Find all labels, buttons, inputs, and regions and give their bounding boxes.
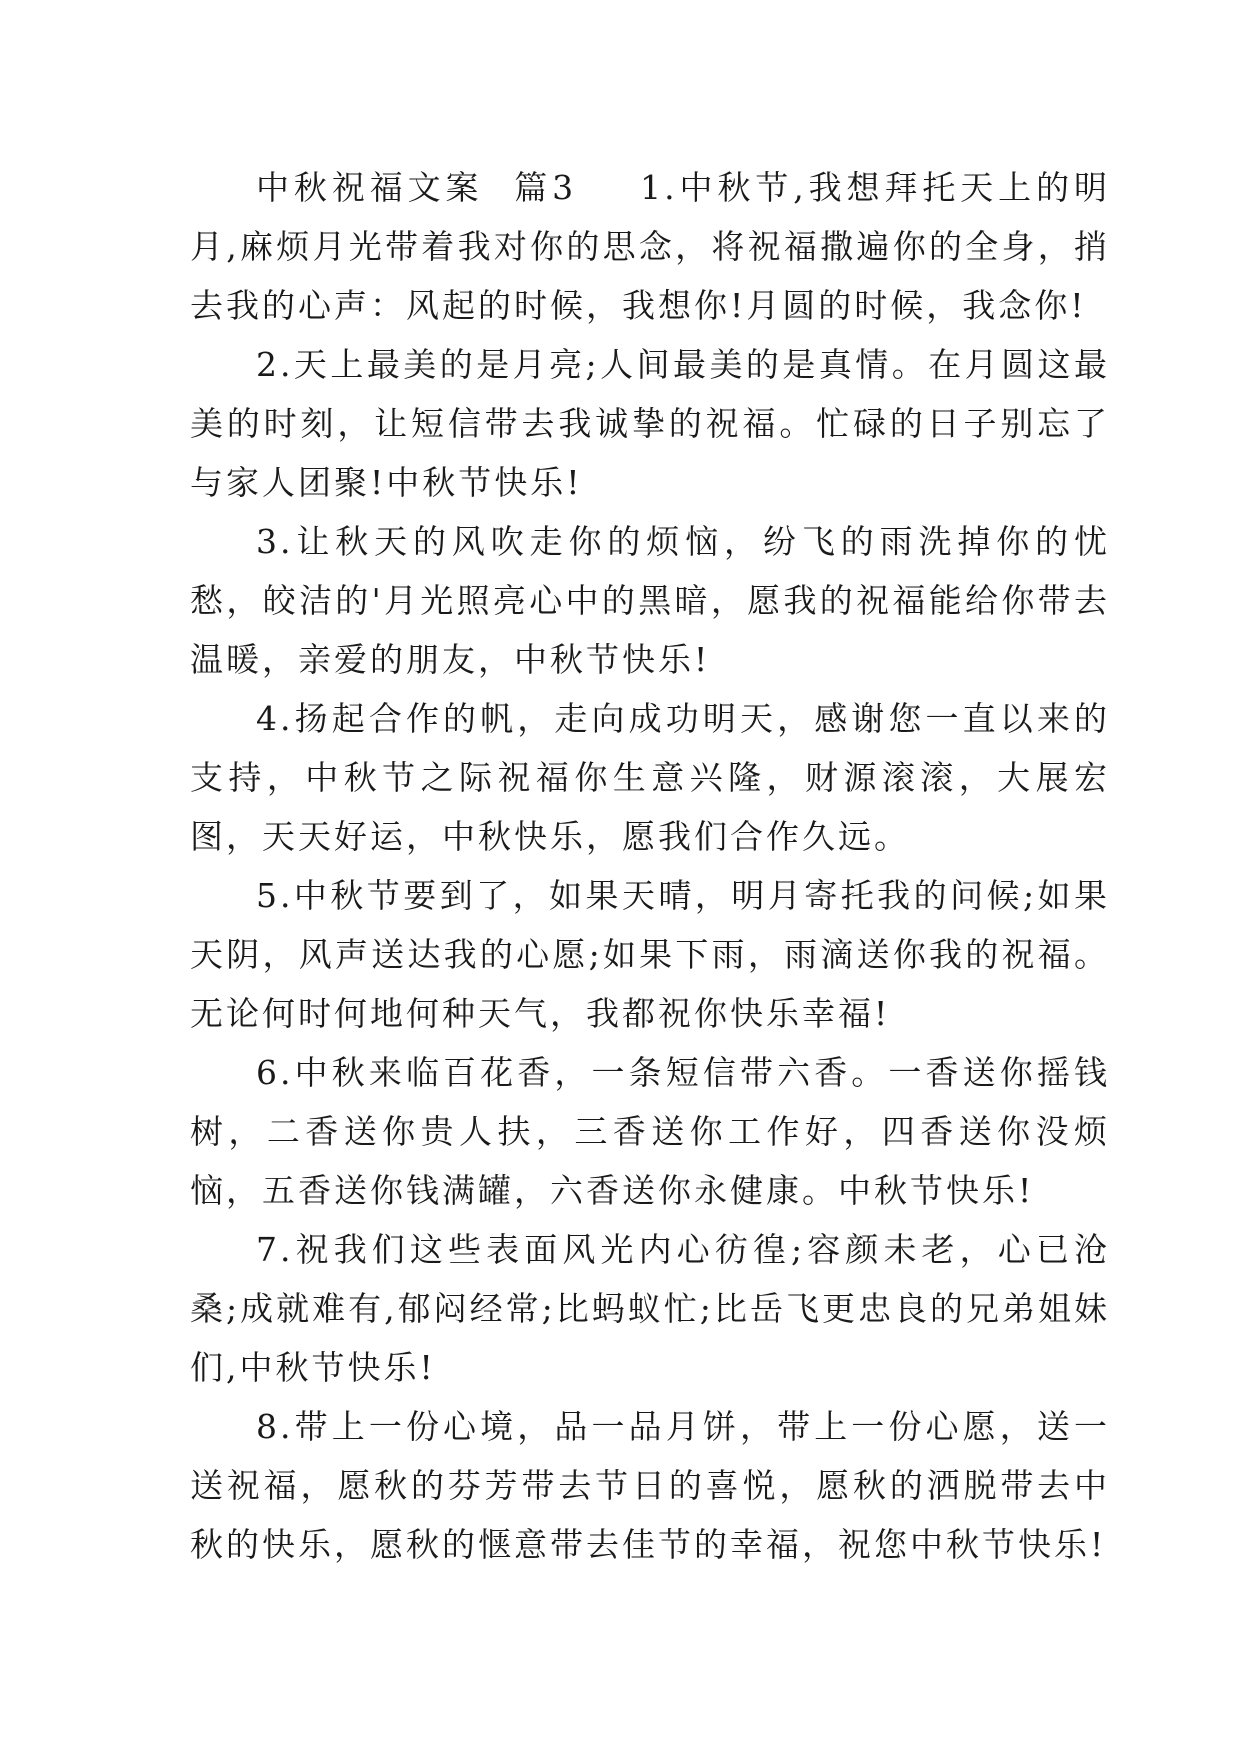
document-title: 中秋祝福文案 bbox=[256, 168, 484, 207]
paragraph-5: 5.中秋节要到了，如果天晴，明月寄托我的问候;如果天阴，风声送达我的心愿;如果下雨，雨滴送你我的祝福。无论何时何地何种天气，我都祝你快乐幸福! bbox=[190, 876, 1110, 1033]
paragraph-8: 8.带上一份心境，品一品月饼，带上一份心愿，送一送祝福，愿秋的芬芳带去节日的喜悦，愿秋的洒脱带去中秋的快乐，愿秋的惬意带去佳节的幸福，祝您中秋节快乐! bbox=[190, 1407, 1110, 1564]
paragraph-2: 2.天上最美的是月亮;人间最美的是真情。在月圆这最美的时刻，让短信带去我诚挚的祝福。忙碌的日子别忘了与家人团聚!中秋节快乐! bbox=[190, 345, 1110, 502]
paragraph-7: 7.祝我们这些表面风光内心彷徨;容颜未老，心已沧桑;成就难有,郁闷经常;比蚂蚁忙;比岳飞更忠良的兄弟姐妹们,中秋节快乐! bbox=[190, 1230, 1110, 1387]
paragraph-4: 4.扬起合作的帆，走向成功明天，感谢您一直以来的支持，中秋节之际祝福你生意兴隆，财源滚滚，大展宏图，天天好运，中秋快乐，愿我们合作久远。 bbox=[190, 699, 1110, 856]
paragraph-1-text: 1.中秋节,我想拜托天上的明月,麻烦月光带着我对你的思念，将祝福撒遍你的全身，捎去我的心声：风起的时候，我想你!月圆的时候，我念你! bbox=[190, 168, 1110, 325]
paragraph-1 bbox=[190, 158, 1110, 335]
section-label: 篇3 bbox=[514, 168, 577, 207]
paragraph-3: 3.让秋天的风吹走你的烦恼，纷飞的雨洗掉你的忧愁，皎洁的'月光照亮心中的黑暗，愿我的祝福能给你带去温暖，亲爱的朋友，中秋节快乐! bbox=[190, 522, 1110, 679]
document-body bbox=[190, 158, 1110, 1574]
paragraph-6: 6.中秋来临百花香，一条短信带六香。一香送你摇钱树，二香送你贵人扶，三香送你工作好，四香送你没烦恼，五香送你钱满罐，六香送你永健康。中秋节快乐! bbox=[190, 1053, 1110, 1210]
